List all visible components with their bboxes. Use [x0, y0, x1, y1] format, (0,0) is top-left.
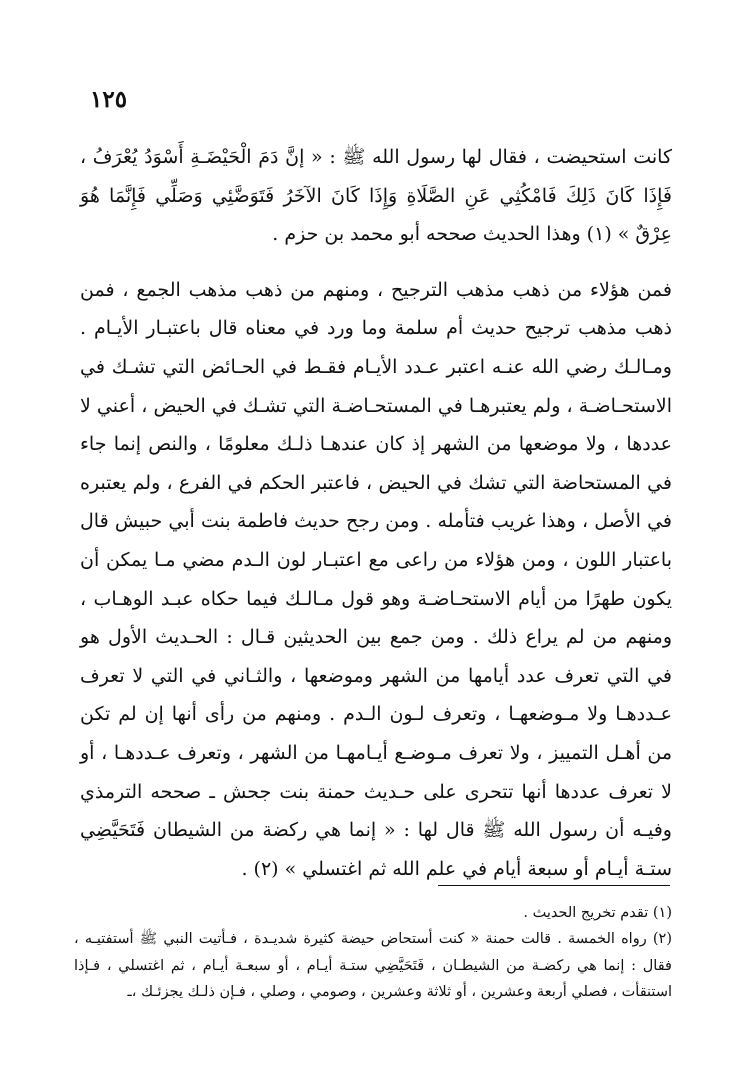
footnote-1: (١) تقدم تخريج الحديث . [523, 905, 672, 921]
footnote-divider [438, 885, 670, 886]
page-number: ١٢٥ [90, 86, 128, 113]
footnotes [74, 900, 672, 1006]
paragraph-discussion: فمن هؤلاء من ذهب مذهب الترجيح ، ومنهم من ذهب مذهب الجمع ، فمن ذهب مذهب ترجيح حديث أم سلمة وما ورد في معناه قال باعتبـار الأيـام . ومـالـك رضي الله عنـه اعتبر عـدد الأيـام فقـط في الحـائض التي تشـك في الاستحـاضـة ، ولم يعتبرهـا في المستحـاضـة التي تشـك في الحيض ، أعني لا عددها ، ولا موضعها من الشهر إذ كان عندهـا ذلـك معلومًا ، والنص إنما جاء في المستحاضة التي تشك في الحيض ، فاعتبر الحكم في الفرع ، ولم يعتبره في الأصل ، وهذا غريب فتأمله . ومن رجح حديث فاطمة بنت أبي حبيش قال باعتبار اللون ، ومن هؤلاء من راعى مع اعتبـار لون الـدم مضي مـا يمكن أن يكون طهرًا من أيام الاستحـاضـة وهو قول مـالـك فيما حكاه عبـد الوهـاب ، ومنهم من لم يراع ذلك . ومن جمع بين الحديثين قـال : الحـديث الأول هو في التي تعرف عدد أيامها من الشهر وموضعها ، والثـاني في التي لا تعرف عـددهـا ولا مـوضعهـا ، وتعرف لـون الـدم . ومنهم من رأى أنها إن لم تكن من أهـل التمييز ، ولا تعرف مـوضـع أيـامهـا من الشهر ، وتعرف عـددهـا ، أو لا تعرف عددها أنها تتحرى على حـديث حمنة بنت جحش ـ صححه الترمذي وفيـه أن رسول الله ﷺ قال لها : « إنما هي ركضة من الشيطان فَتَحَيَّضِي ستـة أيـام أو سبعة أيام في علم الله ثم اغتسلي » (٢) . [80, 278, 672, 880]
paragraph-hadith: كانت استحيضت ، فقال لها رسول الله ﷺ : « إنَّ دَمَ الْحَيْضَـةِ أَسْوَدُ يُعْرَفُ ، فَإِذَا كَانَ ذَلِكَ فَامْكُثِي عَنِ الصَّلَاةِ وَإِذَا كَانَ الآخَرُ فَتَوَضَّئِي وَصَلِّي فَإِنَّمَا هُوَ عِرْقٌ » (١) وهذا الحديث صححه أبو محمد بن حزم . [80, 146, 672, 246]
main-text [80, 138, 672, 888]
footnote-2: (٢) رواه الخمسة . قالت حمنة « كنت أستحاض حيضة كثيرة شديـدة ، فـأتيت النبي ﷺ أستفتيـه ، فقال : إنما هي ركضـة من الشيطـان ، فَتَحَيَّضِي ستـة أيـام ، أو سبعـة أيـام ، ثم اغتسلي ، فـإذا استنقأت ، فصلي أربعة وعشرين ، أو ثلاثة وعشرين ، وصومي ، وصلي ، فـإن ذلـك يجزئـك ،ـ [74, 931, 672, 1001]
